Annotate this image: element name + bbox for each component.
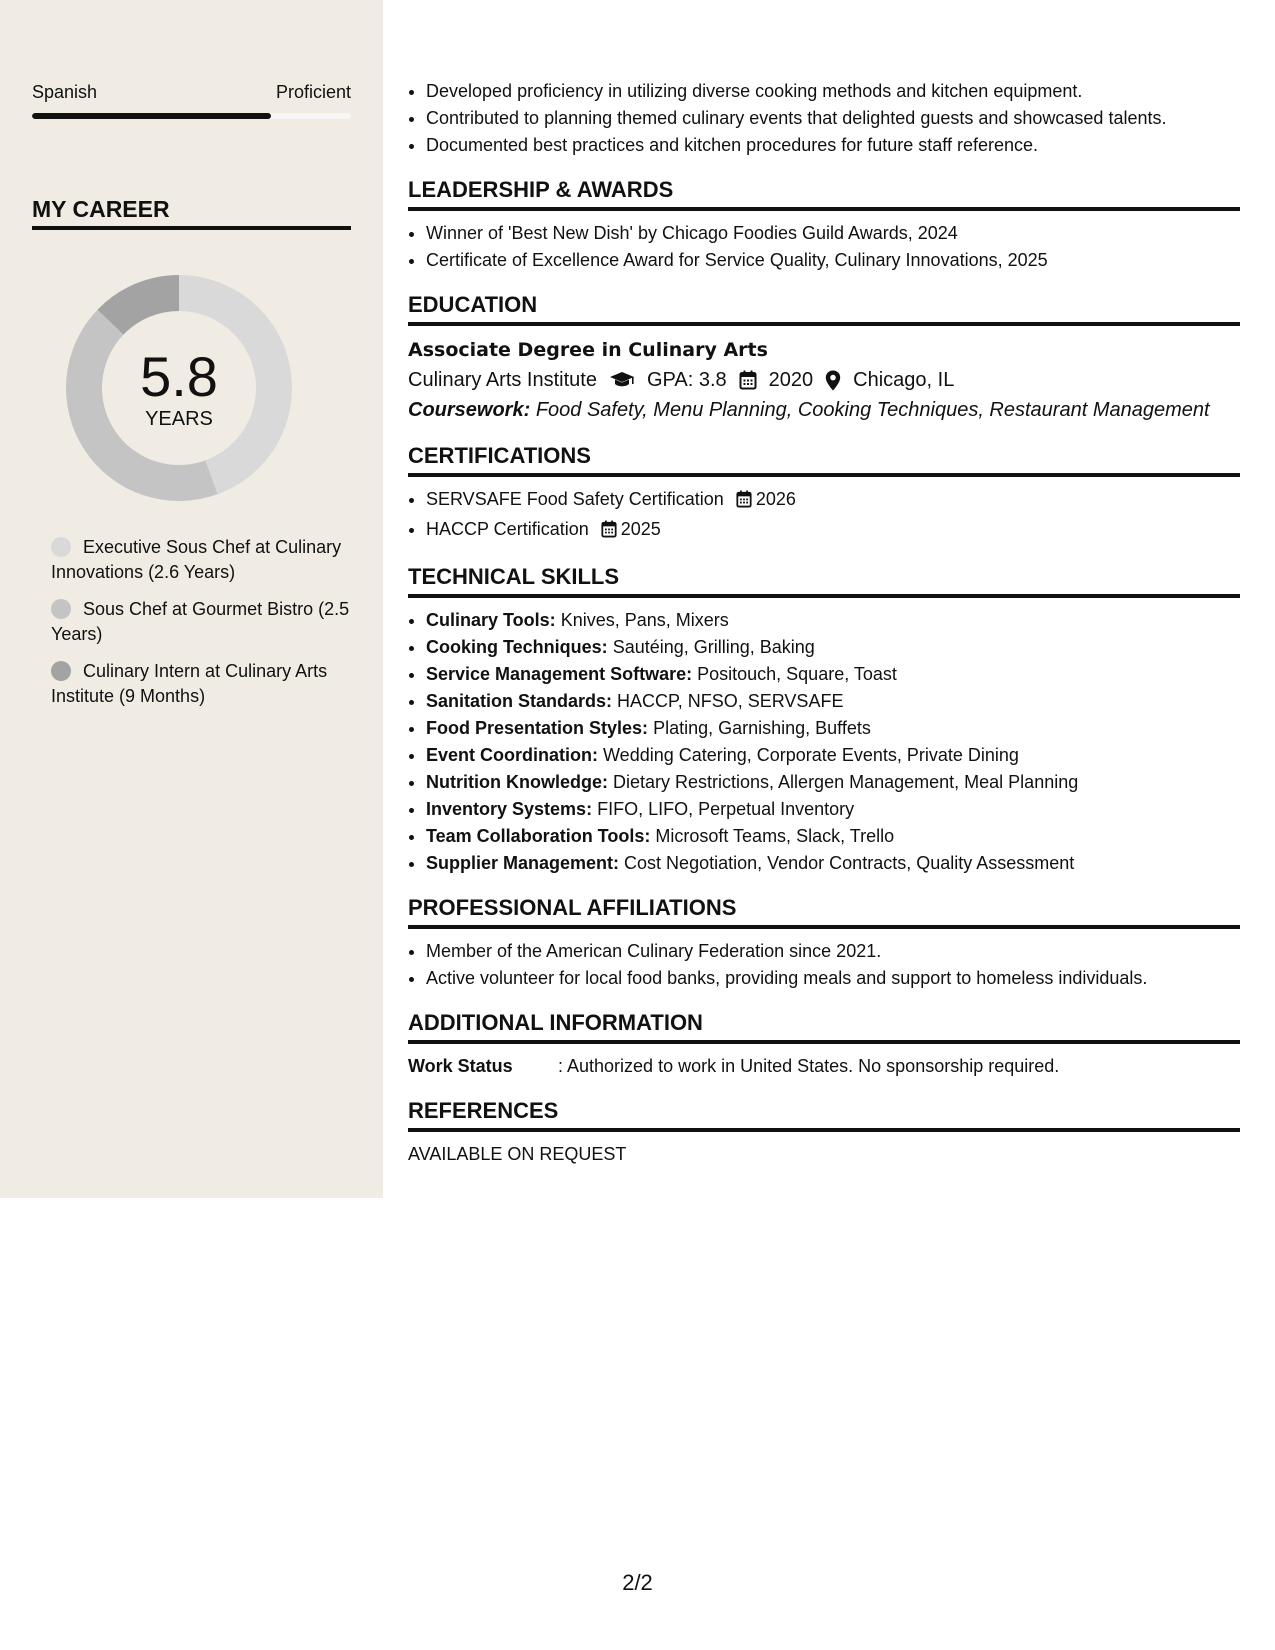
- language-name: Spanish: [32, 82, 98, 102]
- skill-value: Cost Negotiation, Vendor Contracts, Quality Assessment: [624, 853, 1075, 873]
- experience-bullet: • Documented best practices and kitchen procedures for future staff reference.: [426, 132, 1240, 159]
- career-title-rule: [32, 226, 351, 230]
- certification-year: 2026: [755, 489, 796, 509]
- certification-name: HACCP Certification: [426, 519, 589, 539]
- language-level: Proficient: [275, 82, 351, 102]
- affiliations-section: [408, 894, 1240, 992]
- skill-item: [426, 769, 1240, 796]
- additional-section: [408, 1009, 1240, 1080]
- skill-value: Wedding Catering, Corporate Events, Private Dining: [603, 745, 1019, 765]
- coursework-label: Coursework:: [408, 399, 531, 421]
- legend-dot-icon: [51, 537, 71, 557]
- certifications-section: [408, 442, 1240, 546]
- certification-name: SERVSAFE Food Safety Certification: [426, 489, 724, 509]
- calendar-icon: [739, 370, 757, 390]
- skill-value: Positouch, Square, Toast: [697, 664, 897, 684]
- skill-label: Supplier Management:: [426, 853, 620, 873]
- language-proficiency-fill: [32, 113, 271, 119]
- skill-label: Inventory Systems:: [426, 799, 593, 819]
- section-title-leadership: LEADERSHIP & AWARDS: [408, 176, 1240, 211]
- skill-value: Dietary Restrictions, Allergen Management, Meal Planning: [613, 772, 1079, 792]
- certification-item: [426, 516, 1240, 546]
- coursework-value: Food Safety, Menu Planning, Cooking Techniques, Restaurant Management: [535, 399, 1210, 421]
- main-content: [408, 78, 1240, 1168]
- calendar-icon: [736, 489, 752, 516]
- skills-list: [408, 607, 1240, 877]
- career-total-unit: YEARS: [145, 408, 213, 430]
- section-title-certifications: CERTIFICATIONS: [408, 442, 1240, 477]
- graduation-cap-icon: [609, 371, 635, 389]
- skill-label: Event Coordination:: [426, 745, 598, 765]
- work-status-value: : Authorized to work in United States. No sponsorship required.: [558, 1056, 1060, 1076]
- career-title: MY CAREER: [32, 196, 170, 222]
- language-row: [32, 82, 351, 103]
- legend-dot-icon: [51, 599, 71, 619]
- experience-bullet: • Contributed to planning themed culinary events that delighted guests and showcased talents.: [426, 105, 1240, 132]
- education-section: [408, 291, 1240, 425]
- location-pin-icon: [825, 370, 841, 391]
- career-item-label: Culinary Intern at Culinary Arts Institute (9 Months): [51, 661, 328, 706]
- references-text: AVAILABLE ON REQUEST: [408, 1144, 627, 1164]
- skill-item: [426, 850, 1240, 877]
- affiliation-item: • Active volunteer for local food banks, providing meals and support to homeless individuals.: [426, 965, 1240, 992]
- career-item: [51, 535, 351, 585]
- skill-value: Sautéing, Grilling, Baking: [612, 637, 815, 657]
- sidebar: [0, 0, 383, 1198]
- calendar-icon: [601, 519, 617, 546]
- skill-label: Team Collaboration Tools:: [426, 826, 651, 846]
- skill-value: FIFO, LIFO, Perpetual Inventory: [597, 799, 855, 819]
- section-title-skills: TECHNICAL SKILLS: [408, 563, 1240, 598]
- skill-value: Microsoft Teams, Slack, Trello: [655, 826, 895, 846]
- skill-label: Culinary Tools:: [426, 610, 556, 630]
- certification-item: [426, 486, 1240, 516]
- education-year: 2020: [768, 369, 814, 391]
- career-item-label: Executive Sous Chef at Culinary Innovations (2.6 Years): [51, 537, 342, 582]
- work-status-row: [408, 1053, 1240, 1080]
- career-total-value: 5.8: [140, 345, 218, 408]
- skill-value: Plating, Garnishing, Buffets: [653, 718, 871, 738]
- skill-item: [426, 715, 1240, 742]
- affiliations-list: [408, 938, 1240, 992]
- section-title-affiliations: PROFESSIONAL AFFILIATIONS: [408, 894, 1240, 929]
- education-location: Chicago, IL: [853, 369, 955, 391]
- skill-item: [426, 634, 1240, 661]
- skills-section: [408, 563, 1240, 877]
- skill-label: Service Management Software:: [426, 664, 693, 684]
- section-title-education: EDUCATION: [408, 291, 1240, 326]
- education-details: [408, 365, 1240, 395]
- language-proficiency-bar: [32, 113, 351, 119]
- certifications-list: [408, 486, 1240, 546]
- skill-label: Cooking Techniques:: [426, 637, 608, 657]
- career-item-label: Sous Chef at Gourmet Bistro (2.5 Years): [51, 599, 350, 644]
- education-degree: Associate Degree in Culinary Arts: [408, 339, 768, 361]
- legend-dot-icon: [51, 661, 71, 681]
- skill-item: [426, 661, 1240, 688]
- career-legend: [51, 535, 351, 721]
- career-item: [51, 597, 351, 647]
- skill-item: [426, 823, 1240, 850]
- references-section: [408, 1097, 1240, 1168]
- career-item: [51, 659, 351, 709]
- skill-value: Knives, Pans, Mixers: [560, 610, 729, 630]
- leadership-list: [408, 220, 1240, 274]
- skill-value: HACCP, NFSO, SERVSAFE: [617, 691, 844, 711]
- skill-label: Sanitation Standards:: [426, 691, 613, 711]
- skill-item: [426, 796, 1240, 823]
- skill-label: Nutrition Knowledge:: [426, 772, 608, 792]
- skill-item: [426, 607, 1240, 634]
- education-coursework: [408, 395, 1240, 425]
- skill-label: Food Presentation Styles:: [426, 718, 649, 738]
- education-school: Culinary Arts Institute: [408, 369, 597, 391]
- experience-bullet: • Developed proficiency in utilizing diverse cooking methods and kitchen equipment.: [426, 78, 1240, 105]
- award-item: • Certificate of Excellence Award for Service Quality, Culinary Innovations, 2025: [426, 247, 1240, 274]
- section-title-additional: ADDITIONAL INFORMATION: [408, 1009, 1240, 1044]
- section-title-references: REFERENCES: [408, 1097, 1240, 1132]
- skill-item: [426, 742, 1240, 769]
- certification-year: 2025: [620, 519, 661, 539]
- work-status-label: Work Status: [408, 1056, 513, 1076]
- page-number: 2/2: [622, 1570, 653, 1595]
- skill-item: [426, 688, 1240, 715]
- award-item: • Winner of 'Best New Dish' by Chicago Foodies Guild Awards, 2024: [426, 220, 1240, 247]
- education-gpa: GPA: 3.8: [646, 369, 727, 391]
- affiliation-item: • Member of the American Culinary Federation since 2021.: [426, 938, 1240, 965]
- leadership-section: [408, 176, 1240, 274]
- experience-bullets: [408, 78, 1240, 159]
